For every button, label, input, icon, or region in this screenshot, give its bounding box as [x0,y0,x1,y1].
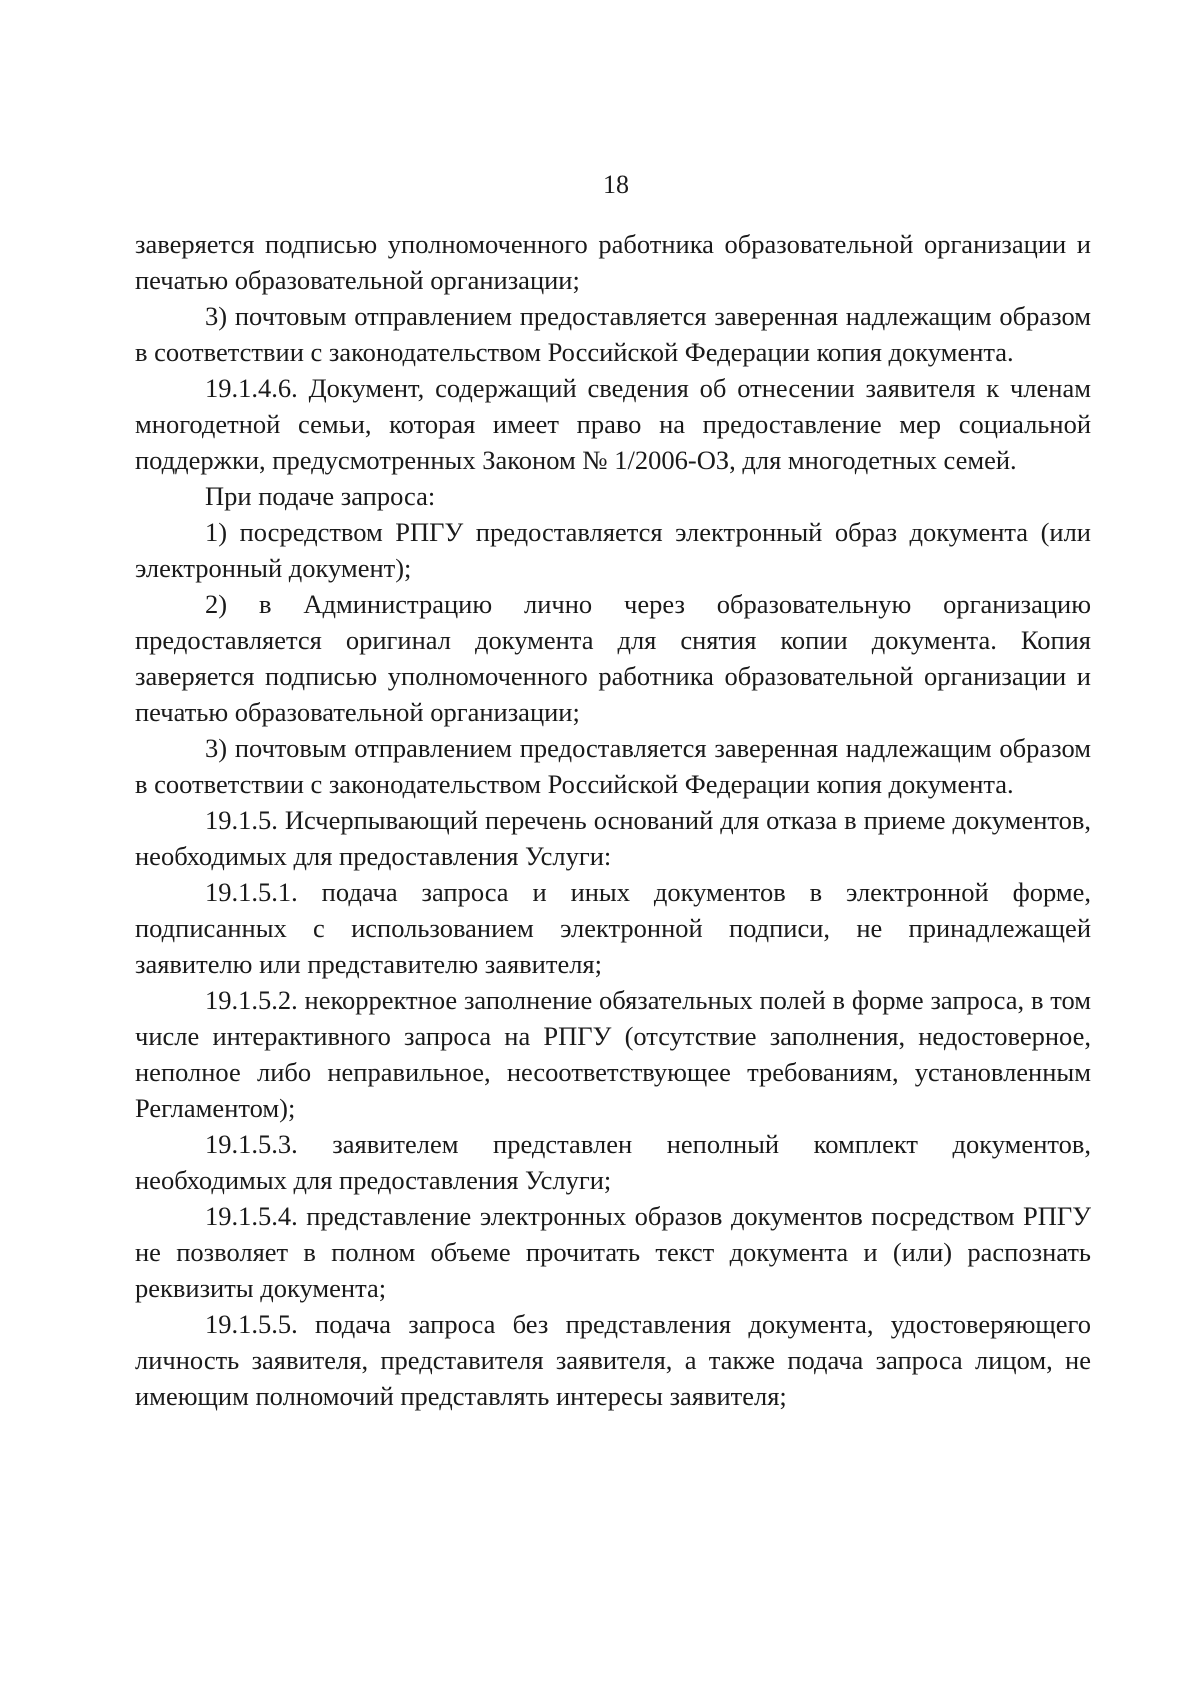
paragraph: При подаче запроса: [205,481,436,511]
page-number: 18 [603,170,629,199]
paragraph: 19.1.5.3. заявителем представлен неполный комплект документов, необходимых для предоставления Услуги; [135,1129,1091,1195]
paragraph: заверяется подписью уполномоченного работника образовательной организации и печатью образовательной организации; [135,229,1091,295]
paragraph: 19.1.5.1. подача запроса и иных документов в электронной форме, подписанных с использованием электронной подписи, не принадлежащей заявителю или представителю заявителя; [135,877,1091,979]
paragraph: 19.1.5.4. представление электронных образов документов посредством РПГУ не позволяет в полном объеме прочитать текст документа и (или) распознать реквизиты документа; [135,1201,1091,1303]
paragraph: 19.1.4.6. Документ, содержащий сведения об отнесении заявителя к членам многодетной семьи, которая имеет право на предоставление мер социальной поддержки, предусмотренных Законом № 1/2006-ОЗ, для многодетных семей. [135,373,1091,475]
paragraph: 1) посредством РПГУ предоставляется электронный образ документа (или электронный документ); [135,517,1091,583]
paragraph: 3) почтовым отправлением предоставляется заверенная надлежащим образом в соответствии с законодательством Российской Федерации копия документа. [135,733,1091,799]
paragraph: 3) почтовым отправлением предоставляется заверенная надлежащим образом в соответствии с законодательством Российской Федерации копия документа. [135,301,1091,367]
paragraph: 19.1.5.2. некорректное заполнение обязательных полей в форме запроса, в том числе интерактивного запроса на РПГУ (отсутствие заполнения, недостоверное, неполное либо неправильное, несоответствующее требованиям, установленным Регламентом); [135,985,1091,1123]
document-body [135,226,1091,1414]
paragraph: 2) в Администрацию лично через образовательную организацию предоставляется оригинал документа для снятия копии документа. Копия заверяется подписью уполномоченного работника образовательной организации и печатью образовательной организации; [135,589,1091,727]
paragraph: 19.1.5. Исчерпывающий перечень оснований для отказа в приеме документов, необходимых для предоставления Услуги: [135,805,1091,871]
paragraph: 19.1.5.5. подача запроса без представления документа, удостоверяющего личность заявителя, представителя заявителя, а также подача запроса лицом, не имеющим полномочий представлять интересы заявителя; [135,1309,1091,1411]
